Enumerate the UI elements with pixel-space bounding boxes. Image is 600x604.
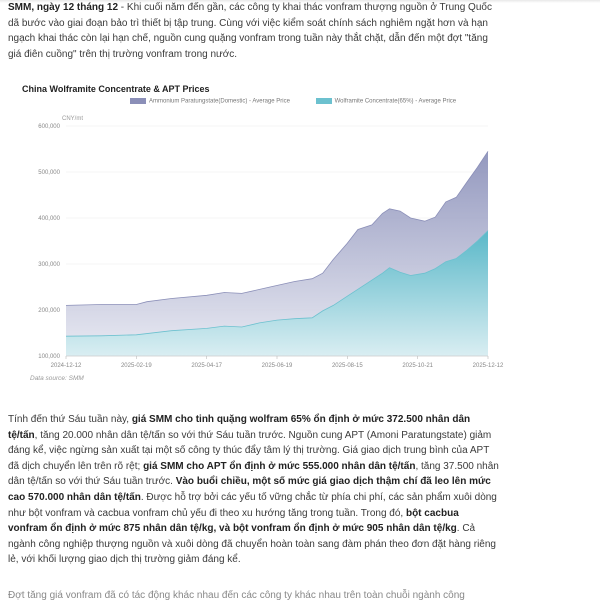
highlighted-price-text: Vào buổi chiều, một số mức giá giao dịch thậm chí đã leo lên mức cao 570.000 nhân dân tệ/tấn: [8, 476, 491, 503]
body-text: , tăng 20.000 nhân dân tệ/tấn so với thứ Sáu tuần trước. Nguồn cung APT (Amoni Paratungstate) giảm đáng kể, việc ngừng sản xuất tại một số công ty thúc đẩy tâm lý thị trường. Giá giao dịch trung bình của APT đã dịch chuyển lên trên rõ rệt;: [8, 429, 492, 472]
chart-source: Data source: SMM: [30, 375, 84, 382]
body-text: . Được hỗ trợ bởi các yếu tố vững chắc từ phía chi phí, các sản phẩm xuôi dòng như bột vonfram và cacbua vonfram chủ yếu đi theo xu hướng tăng trong tuần. Trong đó,: [8, 491, 497, 519]
chart-title: China Wolframite Concentrate & APT Prices: [22, 84, 210, 94]
highlighted-price-text: bột cacbua vonfram ổn định ở mức 875 nhân dân tệ/kg, và bột vonfram ổn định ở mức 905 nhân dân tệ/kg: [8, 507, 459, 535]
body-text: . Cả ngành công nghiệp thượng nguồn và xuôi dòng đã chuyển hoàn toàn sang đàm phán theo đơn đặt hàng riêng lẻ, với khối lượng giao dịch thị trường giảm đáng kể.: [8, 523, 496, 566]
y-tick-label: 200,000: [38, 308, 60, 314]
x-tick-label: 2025-02-19: [120, 363, 152, 369]
legend-label-apt: Ammonium Paratungstate(Domestic) - Average Price: [149, 98, 290, 105]
x-tick-label: 2024-12-12: [50, 363, 82, 369]
legend-swatch-wolframite: [316, 98, 332, 104]
x-tick-label: 2025-12-12: [472, 363, 504, 369]
y-tick-label: 500,000: [38, 170, 60, 176]
legend-label-wolframite: Wolframite Concentrate(65%) - Average Price: [334, 98, 457, 105]
x-tick-label: 2025-06-19: [261, 363, 293, 369]
y-tick-label: 400,000: [38, 216, 60, 222]
x-tick-label: 2025-10-21: [402, 363, 434, 369]
intro-paragraph: [8, 0, 498, 62]
highlighted-price-text: giá SMM cho tinh quặng wolfram 65% ổn định ở mức 372.500 nhân dân tệ/tấn: [8, 414, 471, 441]
highlighted-price-text: giá SMM cho APT ổn định ở mức 555.000 nhân dân tệ/tấn: [143, 460, 416, 472]
y-tick-label: 600,000: [38, 124, 60, 130]
body-text: Tính đến thứ Sáu tuần này,: [8, 414, 132, 425]
chart-plot: [8, 108, 504, 390]
faded-paragraph: Đợt tăng giá vonfram đã có tác động khác nhau đến các công ty khác nhau trên toàn chuỗi ngành công: [8, 590, 465, 601]
dateline: SMM, ngày 12 tháng 12: [8, 2, 119, 13]
price-chart: [8, 80, 504, 390]
y-tick-label: 300,000: [38, 262, 60, 268]
body-paragraph: [8, 412, 500, 568]
y-tick-label: 100,000: [38, 354, 60, 360]
legend-swatch-apt: [130, 98, 146, 104]
y-axis-unit-label: CNY/mt: [62, 116, 83, 122]
body-text: , tăng 37.500 nhân dân tệ/tấn so với thứ Sáu tuần trước.: [8, 460, 499, 488]
legend-item-wolframite[interactable]: [316, 98, 457, 105]
intro-text: - Khi cuối năm đến gần, các công ty khai thác vonfram thượng nguồn ở Trung Quốc dã bước vào giai đoạn bảo trì thiết bị tập trung. Cùng với việc kiểm soát chính sách nghiêm ngặt hơn và hạn ngạch khai thác còn lại hạn chế, nguồn cung quặng vonfram trong tuần này thắt chặt, dẫn đến một đợt "tăng giá điên cuồng" trên thị trường vonfram trong nước.: [8, 2, 492, 60]
chart-legend: [130, 98, 480, 105]
x-tick-label: 2025-04-17: [191, 363, 223, 369]
x-tick-label: 2025-08-15: [331, 363, 363, 369]
legend-item-apt[interactable]: [130, 98, 290, 105]
